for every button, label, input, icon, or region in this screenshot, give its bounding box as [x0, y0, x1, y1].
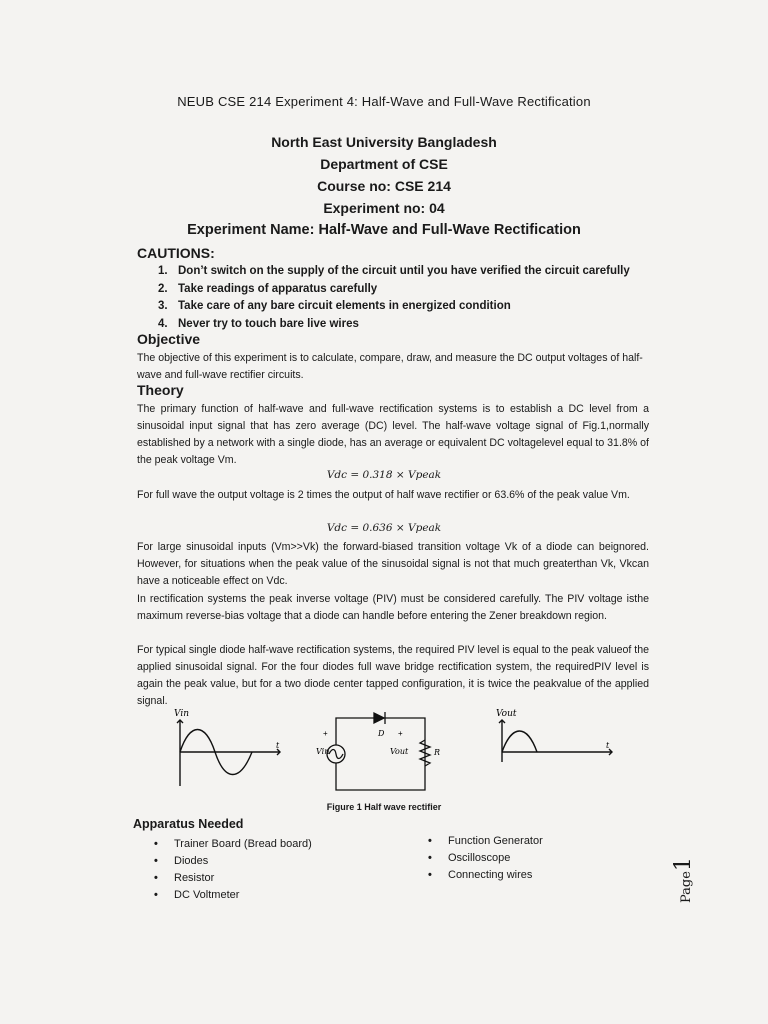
page-number	[671, 853, 711, 903]
course-number: Course no: CSE 214	[317, 178, 451, 194]
vout-axis-label: Vout	[496, 709, 517, 719]
apparatus-item: • Function Generator	[428, 833, 543, 850]
experiment-number: Experiment no: 04	[323, 200, 445, 216]
caution-number: 3.	[158, 300, 168, 312]
cautions-list	[158, 263, 630, 333]
figure-caption: Figure 1 Half wave rectifier	[326, 802, 442, 812]
apparatus-item: • Resistor	[154, 870, 312, 887]
caution-item	[158, 281, 630, 299]
output-waveform-plot	[499, 720, 612, 762]
apparatus-item: • Connecting wires	[428, 867, 543, 884]
caution-number: 1.	[158, 265, 168, 277]
theory-paragraph-5: For typical single diode half-wave rectification systems, the required PIV level is equal to the peak valueof the applied sinusoidal signal. For the four diodes full wave bridge rectification system, the requiredPIV level is again the peak value, but for a two diode center tapped configuration, it is twice the peakvalue of the applied signal.	[137, 644, 649, 707]
caution-number: 4.	[158, 317, 168, 330]
output-time-label: t	[606, 741, 610, 750]
cautions-title: CAUTIONS:	[137, 245, 215, 261]
source-plus-label: +	[323, 729, 328, 738]
vin-axis-label: Vin	[174, 709, 190, 719]
circuit-vin-label: Vin	[316, 747, 330, 756]
apparatus-list-right	[428, 833, 543, 884]
theory-paragraph-1: The primary function of half-wave and full-wave rectification systems is to establish a DC level from a sinusoidal input signal that has zero average (DC) level. The half-wave voltage signal of Fig.1,normally established by a network with a single diode, has an average or equivalent DC voltagelevel equal to 31.8% of the peak voltage Vm.	[137, 403, 649, 466]
caution-item	[158, 298, 630, 316]
apparatus-item: • Oscilloscope	[428, 850, 543, 867]
input-time-label: t	[276, 741, 280, 750]
objective-text: The objective of this experiment is to calculate, compare, draw, and measure the DC output voltages of half-wave and full-wave rectifier circuits.	[137, 352, 643, 381]
heading-block	[0, 131, 768, 241]
apparatus-list-left	[154, 836, 312, 904]
page-word: Page	[679, 871, 694, 903]
apparatus-title: Apparatus Needed	[133, 817, 244, 831]
formula-full-wave: Vdc = 0.636 × Vpeak	[326, 522, 442, 534]
apparatus-item: • Trainer Board (Bread board)	[154, 836, 312, 853]
caution-text: Take care of any bare circuit elements in energized condition	[178, 300, 511, 312]
circuit-vout-label: Vout	[390, 747, 409, 756]
apparatus-item: • Diodes	[154, 853, 312, 870]
document-header-title: NEUB CSE 214 Experiment 4: Half-Wave and Full-Wave Rectification	[177, 94, 591, 109]
caution-text: Don’t switch on the supply of the circuit until you have verified the circuit carefully	[178, 265, 630, 277]
circuit-diagram	[327, 712, 430, 790]
caution-text: Never try to touch bare live wires	[178, 317, 359, 330]
half-wave-rectifier-figure	[160, 706, 620, 802]
theory-title: Theory	[137, 382, 184, 398]
resistor-label: R	[434, 748, 441, 757]
load-plus-label: +	[398, 729, 403, 738]
caution-item	[158, 263, 630, 281]
theory-paragraph-2: For full wave the output voltage is 2 times the output of half wave rectifier or 63.6% of the peak value Vm.	[137, 489, 630, 501]
input-waveform-plot	[177, 720, 280, 786]
theory-paragraph-3: For large sinusoidal inputs (Vm>>Vk) the forward-biased transition voltage Vk of a diode can beignored. However, for situations when the peak value of the sinusoidal signal is not that much greaterthan Vk, Vkcan have a noticeable effect on Vdc.	[137, 541, 649, 587]
diode-icon	[374, 713, 384, 723]
experiment-name: Experiment Name: Half-Wave and Full-Wave Rectification	[187, 222, 581, 238]
university-name: North East University Bangladesh	[271, 134, 497, 150]
caution-item	[158, 316, 630, 334]
caution-number: 2.	[158, 282, 168, 295]
department-name: Department of CSE	[320, 156, 448, 172]
theory-paragraph-4: In rectification systems the peak inverse voltage (PIV) must be considered carefully. The PIV voltage isthe maximum reverse-bias voltage that a diode can handle before entering the Zener breakdown region.	[137, 593, 649, 622]
objective-title: Objective	[137, 331, 201, 347]
page-digit: 1	[671, 857, 696, 872]
caution-text: Take readings of apparatus carefully	[178, 282, 378, 295]
formula-half-wave: Vdc = 0.318 × Vpeak	[326, 469, 442, 481]
diode-label: D	[378, 729, 385, 738]
apparatus-item: • DC Voltmeter	[154, 887, 312, 904]
